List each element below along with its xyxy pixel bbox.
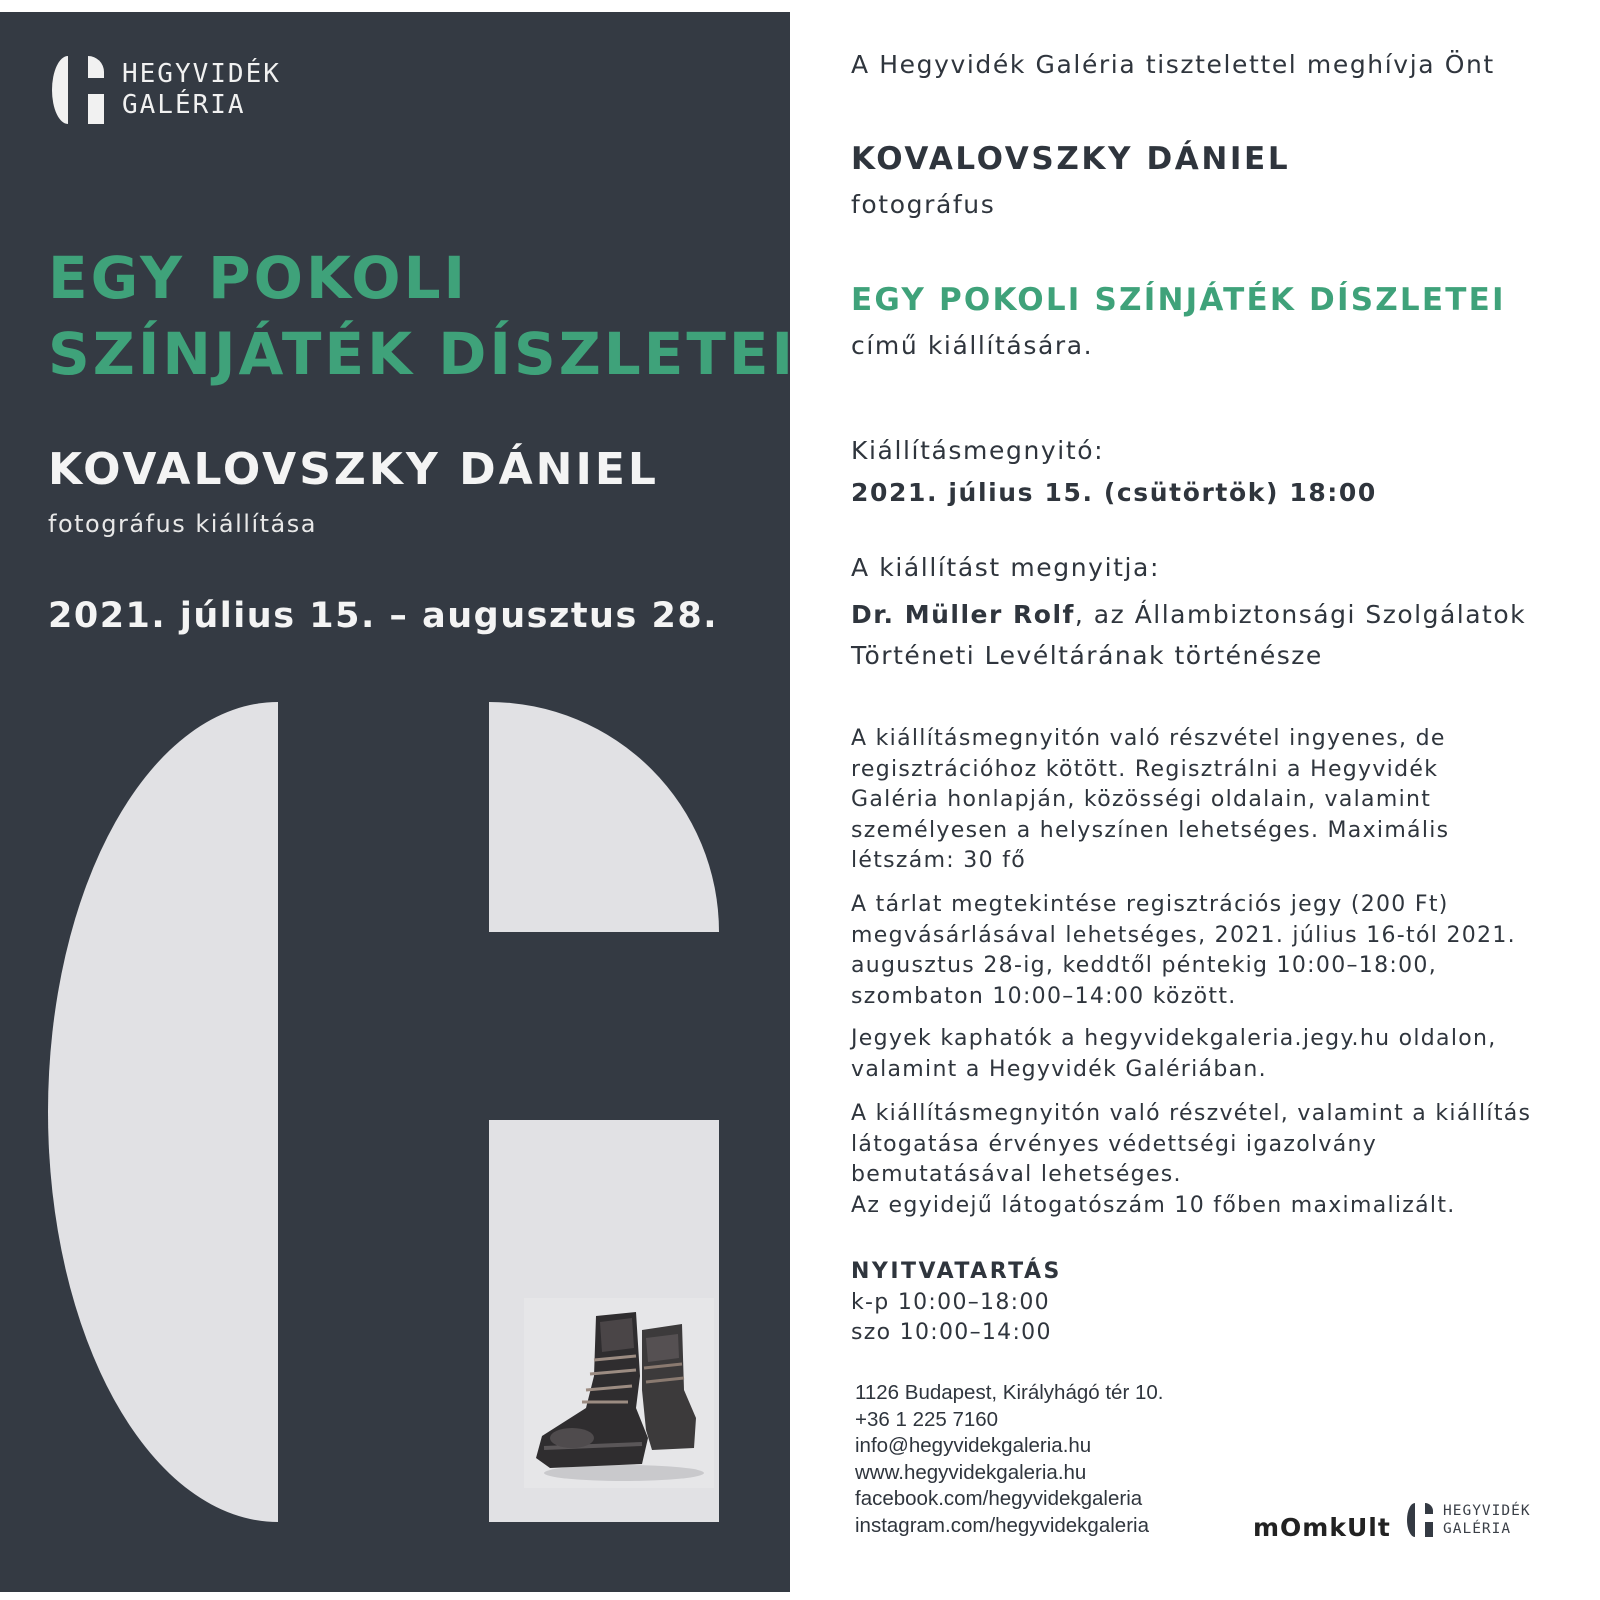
contact-email[interactable]: info@hegyvidekgaleria.hu <box>855 1434 1092 1458</box>
artist-subtitle: fotográfus kiállítása <box>48 510 317 538</box>
gallery-g-logo-icon <box>1407 1502 1435 1538</box>
artist-name: KOVALOVSZKY DÁNIEL <box>48 444 659 495</box>
paragraph-line: megvásárlásával lehetséges, 2021. július 16-tól 2021. <box>851 922 1516 948</box>
gallery-logo <box>52 56 281 124</box>
paragraph-line: A tárlat megtekintése regisztrációs jegy (200 Ft) <box>851 892 1449 917</box>
footer-gallery-logo <box>1407 1502 1531 1538</box>
paragraph-line: augusztus 28-ig, keddtől péntekig 10:00–18:00, <box>851 953 1437 978</box>
hours-weekday: k-p 10:00–18:00 <box>851 1290 1050 1315</box>
paragraph-line: bemutatásával lehetséges. <box>851 1162 1182 1187</box>
opener-name: Dr. Müller Rolf <box>851 600 1075 629</box>
exhibition-title-line-1: EGY POKOLI <box>48 244 469 312</box>
paragraph-line: Jegyek kaphatók a hegyvidekgaleria.jegy.hu oldalon, <box>851 1026 1497 1051</box>
contact-phone: +36 1 225 7160 <box>855 1407 999 1431</box>
contact-facebook[interactable]: facebook.com/hegyvidekgaleria <box>855 1487 1143 1511</box>
ticket-sales-paragraph <box>851 1024 1551 1085</box>
artist-role: fotográfus <box>851 190 996 219</box>
paragraph-line: regisztrációhoz kötött. Regisztrálni a Hegyvidék <box>851 756 1439 782</box>
paragraph-line: A kiállításmegnyitón való részvétel, valamint a kiállítás <box>851 1101 1532 1126</box>
opener-title-line-2: Történeti Levéltárának történésze <box>851 641 1323 670</box>
paragraph-line: szombaton 10:00–14:00 között. <box>851 983 1237 1009</box>
paragraph-line: Galéria honlapján, közösségi oldalain, valamint <box>851 787 1432 812</box>
exhibition-title <box>48 240 796 392</box>
paragraph-line: Az egyidejű látogatószám 10 főben maximalizált. <box>851 1192 1456 1218</box>
exhibition-title-line-2: SZÍNJÁTÉK DÍSZLETEI <box>48 320 797 388</box>
opening-hours-title: NYITVATARTÁS <box>851 1259 1062 1284</box>
invitation-line: A Hegyvidék Galéria tisztelettel meghívja Önt <box>851 50 1495 79</box>
contact-info <box>855 1380 1163 1540</box>
opener-info <box>851 594 1526 676</box>
momkult-logo: mOmkUlt <box>1253 1513 1391 1542</box>
exhibition-title-suffix: című kiállítására. <box>851 331 1094 360</box>
registration-paragraph <box>851 724 1551 877</box>
exhibition-title-right: EGY POKOLI SZÍNJÁTÉK DÍSZLETEI <box>851 282 1506 318</box>
paragraph-line: valamint a Hegyvidék Galériában. <box>851 1056 1267 1082</box>
opening-label: Kiállításmegnyitó: <box>851 436 1105 465</box>
contact-address: 1126 Budapest, Királyhágó tér 10. <box>855 1381 1164 1404</box>
opening-hours <box>851 1288 1052 1348</box>
ticket-paragraph <box>851 890 1551 1012</box>
paragraph-line: létszám: 30 fő <box>851 848 1026 873</box>
contact-instagram[interactable]: instagram.com/hegyvidekgaleria <box>855 1513 1149 1537</box>
logo-line-1: HEGYVIDÉK <box>122 59 281 89</box>
logo-line-2: GALÉRIA <box>122 90 246 120</box>
contact-website[interactable]: www.hegyvidekgaleria.hu <box>855 1460 1087 1484</box>
artist-name-right: KOVALOVSZKY DÁNIEL <box>851 141 1291 177</box>
gallery-g-logo-icon <box>52 56 108 124</box>
poster-panel <box>0 12 797 1592</box>
paragraph-line: A kiállításmegnyitón való részvétel ingyenes, de <box>851 726 1446 751</box>
health-pass-paragraph <box>851 1099 1551 1221</box>
hours-saturday: szo 10:00–14:00 <box>851 1320 1052 1345</box>
old-boots-photo <box>524 1298 714 1488</box>
exhibition-dates: 2021. július 15. – augusztus 28. <box>48 596 718 636</box>
paragraph-line: látogatása érvényes védettségi igazolvány <box>851 1131 1378 1157</box>
footer-logo-line-2: GALÉRIA <box>1443 1521 1512 1537</box>
footer-logo-line-1: HEGYVIDÉK <box>1443 1503 1531 1519</box>
opening-date: 2021. július 15. (csütörtök) 18:00 <box>851 478 1377 507</box>
paragraph-line: személyesen a helyszínen lehetséges. Maximális <box>851 817 1450 843</box>
opener-label: A kiállítást megnyitja: <box>851 553 1161 582</box>
opener-title: , az Állambiztonsági Szolgálatok <box>1074 600 1527 629</box>
